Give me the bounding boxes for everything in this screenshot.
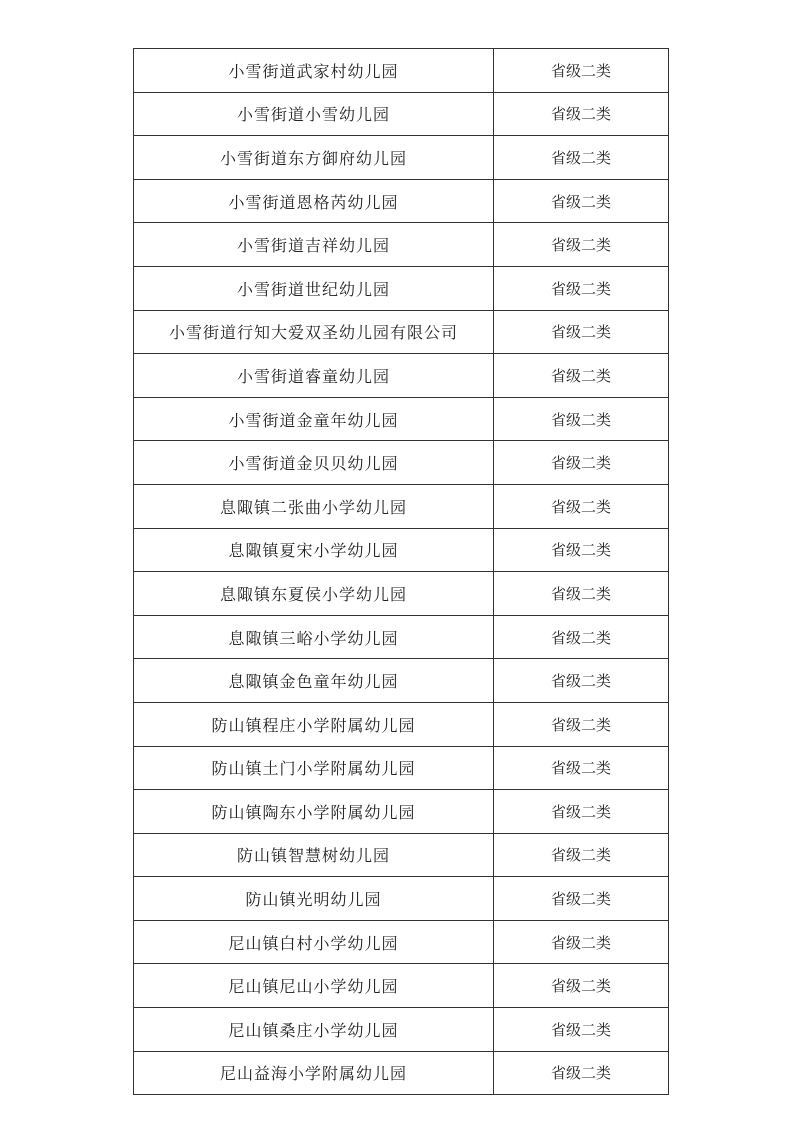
kindergarten-name-cell: 小雪街道武家村幼儿园 [134,49,494,93]
kindergarten-name-cell: 尼山镇桑庄小学幼儿园 [134,1008,494,1052]
kindergarten-table [133,48,669,1095]
level-cell: 省级二类 [494,659,669,703]
level-cell: 省级二类 [494,615,669,659]
level-cell: 省级二类 [494,223,669,267]
level-cell: 省级二类 [494,397,669,441]
kindergarten-name-cell: 小雪街道行知大爱双圣幼儿园有限公司 [134,310,494,354]
level-cell: 省级二类 [494,484,669,528]
kindergarten-name-cell: 防山镇光明幼儿园 [134,877,494,921]
kindergarten-name-cell: 息陬镇夏宋小学幼儿园 [134,528,494,572]
kindergarten-name-cell: 尼山镇白村小学幼儿园 [134,920,494,964]
table-row [134,397,669,441]
table-row [134,528,669,572]
table-row [134,572,669,616]
kindergarten-name-cell: 小雪街道东方御府幼儿园 [134,136,494,180]
level-cell: 省级二类 [494,179,669,223]
level-cell: 省级二类 [494,833,669,877]
kindergarten-name-cell: 防山镇智慧树幼儿园 [134,833,494,877]
level-cell: 省级二类 [494,746,669,790]
table-row [134,223,669,267]
table-row [134,441,669,485]
table-row [134,877,669,921]
kindergarten-name-cell: 小雪街道睿童幼儿园 [134,354,494,398]
level-cell: 省级二类 [494,1051,669,1095]
table-row [134,964,669,1008]
table-row [134,136,669,180]
table-row [134,49,669,93]
kindergarten-name-cell: 防山镇陶东小学附属幼儿园 [134,790,494,834]
table-row [134,484,669,528]
level-cell: 省级二类 [494,310,669,354]
kindergarten-name-cell: 小雪街道恩格芮幼儿园 [134,179,494,223]
table-row [134,833,669,877]
level-cell: 省级二类 [494,1008,669,1052]
level-cell: 省级二类 [494,964,669,1008]
level-cell: 省级二类 [494,702,669,746]
level-cell: 省级二类 [494,877,669,921]
level-cell: 省级二类 [494,790,669,834]
level-cell: 省级二类 [494,49,669,93]
kindergarten-name-cell: 息陬镇二张曲小学幼儿园 [134,484,494,528]
level-cell: 省级二类 [494,354,669,398]
table-row [134,1008,669,1052]
table-row [134,746,669,790]
table-row [134,790,669,834]
table-row [134,920,669,964]
table-row [134,266,669,310]
table-body [134,49,669,1095]
level-cell: 省级二类 [494,441,669,485]
level-cell: 省级二类 [494,528,669,572]
table-row [134,92,669,136]
kindergarten-name-cell: 小雪街道吉祥幼儿园 [134,223,494,267]
table-row [134,702,669,746]
kindergarten-name-cell: 小雪街道世纪幼儿园 [134,266,494,310]
kindergarten-name-cell: 尼山益海小学附属幼儿园 [134,1051,494,1095]
table-row [134,615,669,659]
kindergarten-name-cell: 小雪街道金贝贝幼儿园 [134,441,494,485]
kindergarten-name-cell: 防山镇土门小学附属幼儿园 [134,746,494,790]
level-cell: 省级二类 [494,136,669,180]
kindergarten-name-cell: 尼山镇尼山小学幼儿园 [134,964,494,1008]
kindergarten-name-cell: 防山镇程庄小学附属幼儿园 [134,702,494,746]
kindergarten-name-cell: 小雪街道金童年幼儿园 [134,397,494,441]
level-cell: 省级二类 [494,92,669,136]
kindergarten-name-cell: 小雪街道小雪幼儿园 [134,92,494,136]
table-row [134,310,669,354]
kindergarten-name-cell: 息陬镇东夏侯小学幼儿园 [134,572,494,616]
level-cell: 省级二类 [494,572,669,616]
table-row [134,1051,669,1095]
table-row [134,659,669,703]
table-row [134,354,669,398]
table-row [134,179,669,223]
kindergarten-name-cell: 息陬镇金色童年幼儿园 [134,659,494,703]
level-cell: 省级二类 [494,920,669,964]
kindergarten-name-cell: 息陬镇三峪小学幼儿园 [134,615,494,659]
level-cell: 省级二类 [494,266,669,310]
